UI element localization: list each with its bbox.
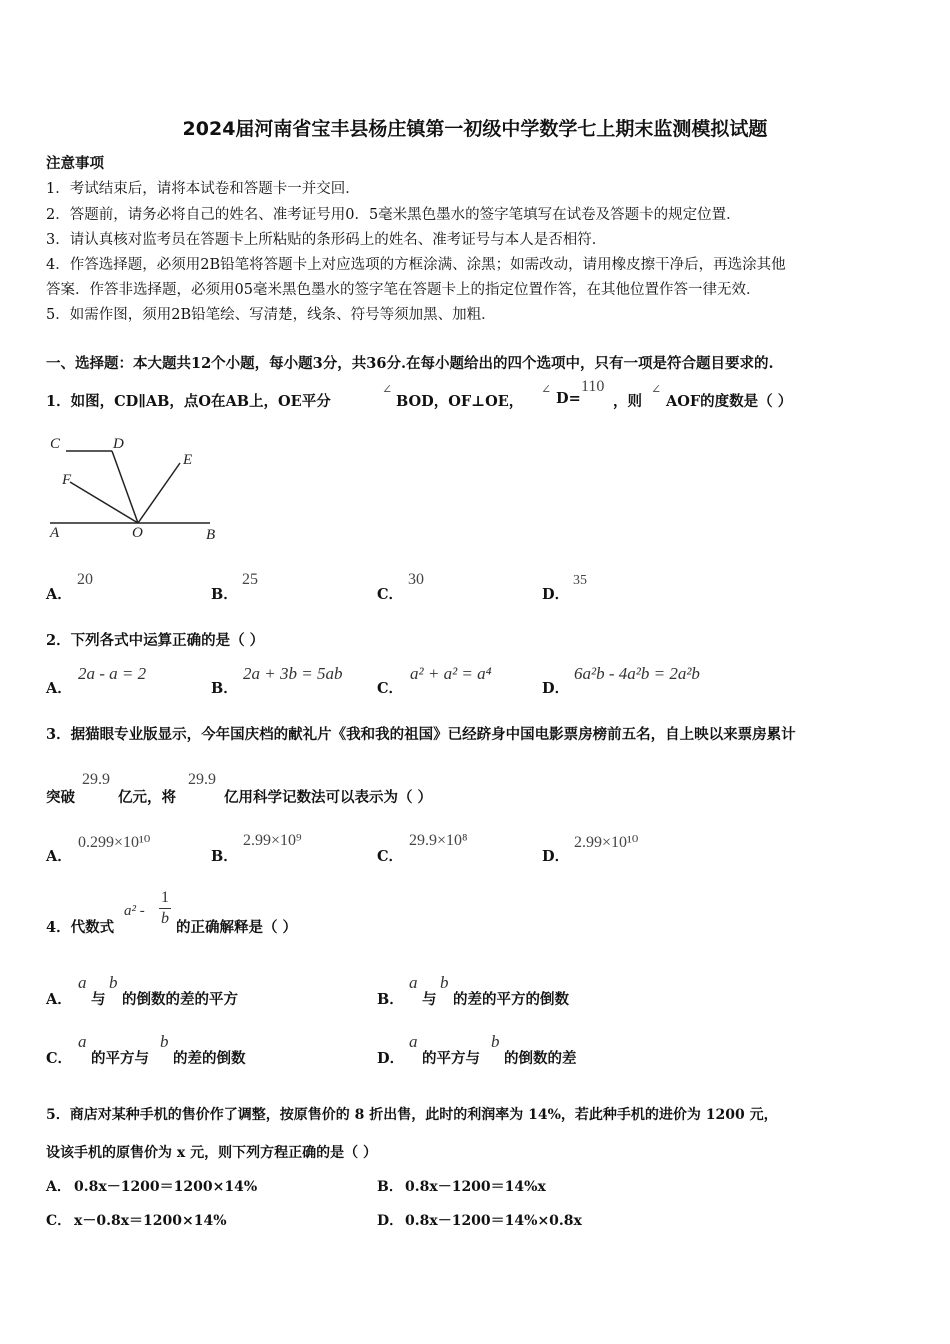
label-d: D [113, 436, 124, 452]
q1-stem-part1: 1．如图，CD∥AB，点O在AB上，OE平分 [46, 393, 331, 410]
q4-option-d-var-b: b [491, 1032, 500, 1051]
q4-option-b-text1: 与 [422, 991, 437, 1008]
ray-oe [138, 463, 180, 523]
label-c: C [50, 436, 61, 452]
q5-option-d-label: D． [377, 1213, 404, 1229]
q4-option-a-label: A． [46, 991, 72, 1008]
q3-option-a-label: A． [46, 848, 72, 865]
label-e: E [183, 452, 193, 468]
q5-option-b-label: B． [377, 1179, 403, 1195]
q4-option-b-var-b: b [440, 973, 449, 992]
notice-item-2: 2．答题前，请务必将自己的姓名、准考证号用0．5毫米黑色墨水的签字笔填写在试卷及答题卡的规定位置． [46, 207, 741, 223]
q2-option-c-label: C． [377, 680, 404, 697]
label-a: A [50, 525, 60, 541]
q4-option-b-text2: 的差的平方的倒数 [453, 991, 569, 1008]
label-f: F [62, 472, 72, 488]
q3-option-d-value: 2.99×10¹⁰ [574, 834, 639, 851]
label-b: B [206, 527, 216, 543]
q1-option-d-value: 35 [573, 573, 587, 588]
ray-of [70, 482, 138, 523]
q4-stem-part1: 4．代数式 [46, 919, 115, 936]
q3-value-1: 29.9 [82, 771, 110, 788]
q5-option-a-label: A． [46, 1179, 71, 1195]
q3-stem-part1: 突破 [46, 789, 75, 806]
q2-option-a-label: A． [46, 680, 72, 697]
angle-symbol: ∠ [382, 382, 393, 396]
q1-option-c-value: 30 [408, 571, 424, 588]
q4-option-d-text2: 的倒数的差 [504, 1050, 577, 1067]
q1-stem-part2: BOD，OF⊥OE， [396, 393, 524, 410]
q2-stem: 2．下列各式中运算正确的是（ ） [46, 632, 265, 649]
q3-option-b-label: B． [211, 848, 238, 865]
q4-option-a-var-a: a [78, 973, 87, 992]
q3-option-c-value: 29.9×10⁸ [409, 832, 468, 849]
q3-option-a-value: 0.299×10¹⁰ [78, 834, 151, 851]
q4-option-b-var-a: a [409, 973, 418, 992]
q4-option-b-label: B． [377, 991, 404, 1008]
q4-stem-part2: 的正确解释是（ ） [176, 919, 298, 936]
q4-fraction-numerator: 1 [161, 889, 169, 906]
notice-item-4-cont: 答案．作答非选择题，必须用05毫米黑色墨水的签字笔在答题卡上的指定位置作答，在其他位置作答一律无效． [46, 282, 761, 298]
q5-stem-line2: 设该手机的原售价为 x 元，则下列方程正确的是（ ） [46, 1145, 377, 1161]
q3-stem-part3: 亿用科学记数法可以表示为（ ） [224, 789, 433, 806]
q5-stem-line1: 5．商店对某种手机的售价作了调整，按原售价的 8 折出售，此时的利润率为 14%，若此种手机的进价为 1200 元， [46, 1107, 778, 1123]
q2-option-a-value: 2a - a = 2 [78, 664, 147, 683]
q5-option-c-value: x－0.8x＝1200×14% [74, 1213, 227, 1229]
q3-option-c-label: C． [377, 848, 404, 865]
angle-symbol: ∠ [541, 382, 552, 396]
q4-expression-a: a² - [124, 903, 145, 919]
q4-option-c-var-b: b [160, 1032, 169, 1051]
q1-option-a-label: A． [46, 586, 72, 603]
q4-option-a-text1: 与 [91, 991, 106, 1008]
notice-item-4: 4．作答选择题，必须用2B铅笔将答题卡上对应选项的方框涂满、涂黑；如需改动，请用橡皮擦干净后，再选涂其他 [46, 257, 786, 273]
q1-geometry-figure [40, 430, 230, 550]
q3-stem-part2: 亿元，将 [118, 789, 176, 806]
q5-option-d-value: 0.8x－1200＝14%×0.8x [405, 1213, 582, 1229]
q1-option-d-label: D． [542, 586, 570, 603]
q4-fraction-denominator: b [161, 910, 169, 927]
q2-option-b-value: 2a + 3b = 5ab [243, 664, 343, 683]
q1-stem-part5: AOF的度数是（ ） [666, 393, 793, 410]
label-o: O [132, 525, 143, 541]
q1-option-b-label: B． [211, 586, 238, 603]
q4-fraction [157, 889, 173, 928]
q4-option-c-text1: 的平方与 [91, 1050, 149, 1067]
angle-symbol: ∠ [651, 382, 662, 396]
q3-value-2: 29.9 [188, 771, 216, 788]
line-do [112, 451, 138, 523]
q5-option-c-label: C． [46, 1213, 72, 1229]
q3-option-d-label: D． [542, 848, 570, 865]
q1-option-a-value: 20 [77, 571, 93, 588]
q4-option-c-label: C． [46, 1050, 73, 1067]
fraction-bar [159, 908, 171, 909]
section-heading: 一、选择题：本大题共12个小题，每小题3分，共36分.在每小题给出的四个选项中，只有一项是符合题目要求的. [46, 355, 774, 372]
q3-option-b-value: 2.99×10⁹ [243, 832, 302, 849]
q4-option-c-text2: 的差的倒数 [173, 1050, 246, 1067]
q2-option-c-value: a² + a² = a⁴ [410, 664, 492, 683]
notice-item-3: 3．请认真核对监考员在答题卡上所粘贴的条形码上的姓名、准考证号与本人是否相符． [46, 232, 607, 248]
q4-option-a-text2: 的倒数的差的平方 [122, 991, 238, 1008]
notice-item-5: 5．如需作图，须用2B铅笔绘、写清楚，线条、符号等须加黑、加粗． [46, 307, 496, 323]
q5-option-b-value: 0.8x－1200＝14%x [405, 1179, 546, 1195]
q1-option-c-label: C． [377, 586, 404, 603]
q4-option-c-var-a: a [78, 1032, 87, 1051]
q4-option-d-var-a: a [409, 1032, 418, 1051]
q4-option-d-text1: 的平方与 [422, 1050, 480, 1067]
q4-option-d-label: D． [377, 1050, 405, 1067]
q2-option-d-label: D． [542, 680, 570, 697]
notice-item-1: 1．考试结束后，请将本试卷和答题卡一并交回． [46, 181, 360, 197]
q1-angle-value: 110 [581, 378, 605, 395]
q4-option-a-var-b: b [109, 973, 118, 992]
q1-stem-part4: ，则 [613, 393, 642, 410]
q3-stem-line1: 3．据猫眼专业版显示，今年国庆档的献礼片《我和我的祖国》已经跻身中国电影票房榜前五名，自上映以来票房累计 [46, 726, 796, 743]
q1-stem-part3: D= [556, 390, 581, 407]
page-title: 2024届河南省宝丰县杨庄镇第一初级中学数学七上期末监测模拟试题 [182, 118, 768, 140]
notice-heading: 注意事项 [46, 155, 104, 172]
q2-option-b-label: B． [211, 680, 238, 697]
q2-option-d-value: 6a²b - 4a²b = 2a²b [574, 664, 700, 683]
q1-option-b-value: 25 [242, 571, 258, 588]
q5-option-a-value: 0.8x－1200＝1200×14% [74, 1179, 258, 1195]
